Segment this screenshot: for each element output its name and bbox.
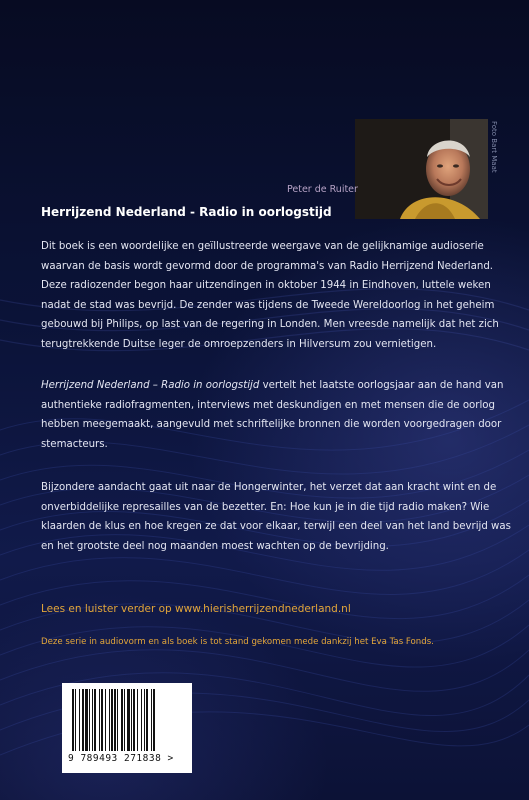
author-name: Peter de Ruiter xyxy=(287,184,358,195)
barcode-bars xyxy=(70,689,184,751)
book-title: Herrijzend Nederland - Radio in oorlogstijd xyxy=(41,205,332,219)
description-paragraph-2 xyxy=(41,376,511,454)
isbn-barcode xyxy=(62,683,192,773)
website-line: Lees en luister verder op www.hierisherrijzendnederland.nl xyxy=(41,603,351,615)
description-paragraph-3: Bijzondere aandacht gaat uit naar de Hongerwinter, het verzet dat aan kracht wint en de onverbiddelijke represailles van de bezetter. En: Hoe kun je in die tijd radio maken? Wie klaarden de klus en hoe kregen ze dat voor elkaar, terwijl een deel van het land bevrijd was en het grootste deel nog maanden moest wachten op de bevrijding. xyxy=(41,482,511,552)
isbn-number: 9 789493 271838 > xyxy=(68,753,174,764)
author-photo xyxy=(355,119,488,219)
paragraph-2-text: vertelt het laatste oorlogsjaar aan de hand van authentieke radiofragmenten, interviews met deskundigen en met mensen die de oorlog hebben meegemaakt, aangevuld met schriftelijke bronnen die worden voorgedragen door stemacteurs. xyxy=(41,380,504,450)
author-portrait-image xyxy=(355,119,488,219)
description-paragraph-1: Dit boek is een woordelijke en geïllustreerde weergave van de gelijknamige audioserie waarvan de basis wordt gevormd door de programma's van Radio Herrijzend Nederland. Deze radiozender begon haar uitzendingen in oktober 1944 in Eindhoven, luttele weken nadat de stad was bevrijd. De zender was tijdens de Tweede Wereldoorlog in het geheim gebouwd bij Philips, op last van de regering in Londen. Men vreesde namelijk dat het zich terugtrekkende Duitse leger de omroepzenders in Hilversum zou vernietigen. xyxy=(41,241,499,350)
fund-acknowledgement: Deze serie in audiovorm en als boek is tot stand gekomen mede dankzij het Eva Tas Fonds. xyxy=(41,637,434,647)
italic-title-reference: Herrijzend Nederland – Radio in oorlogstijd xyxy=(41,380,260,391)
photo-credit: Foto Bart Maat xyxy=(490,121,498,173)
